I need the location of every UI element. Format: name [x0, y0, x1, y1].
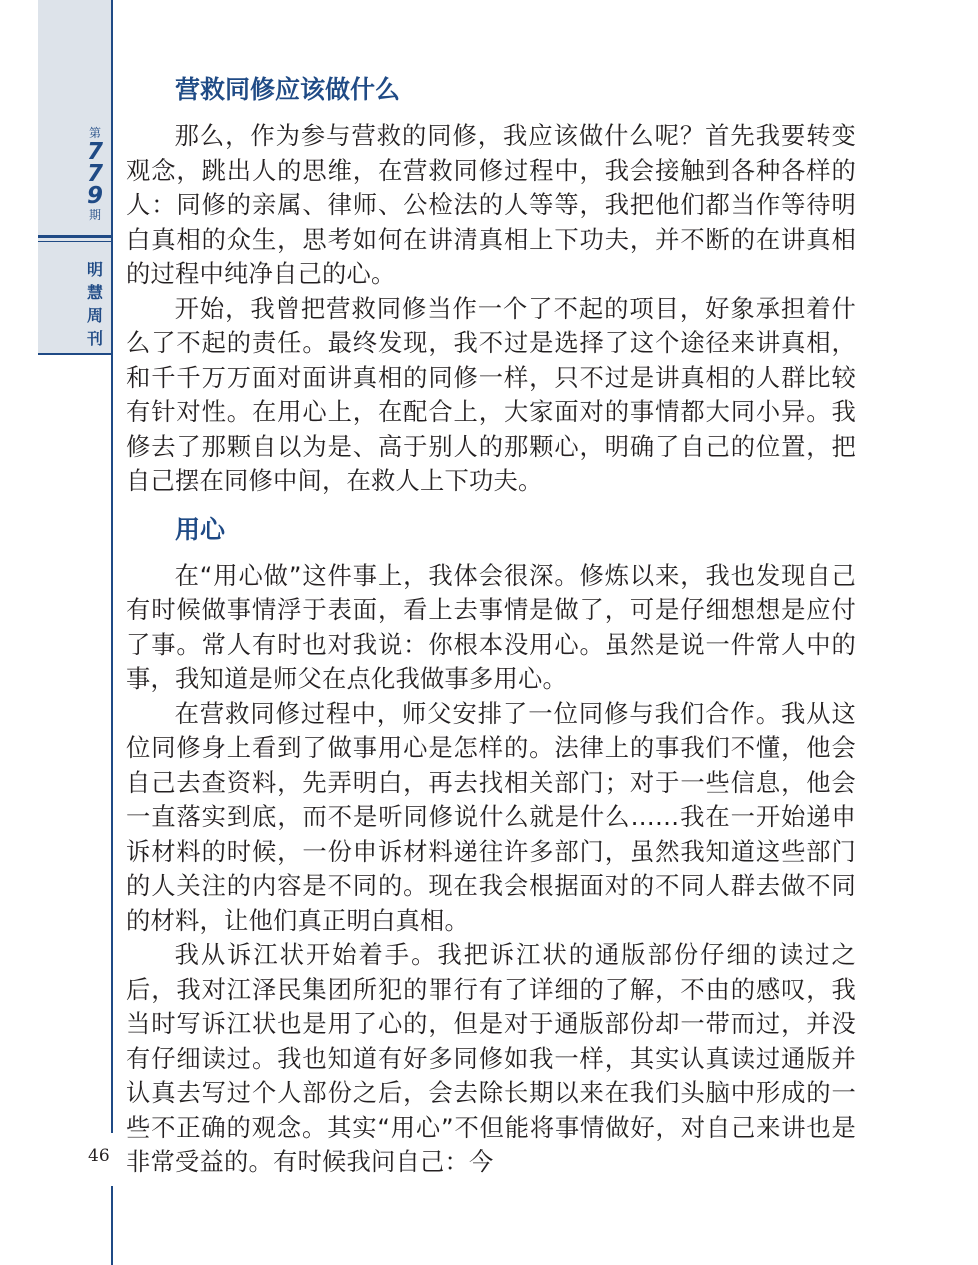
- margin-rule-lower: [111, 1186, 113, 1265]
- issue-digit: 9: [86, 183, 103, 209]
- paragraph: 我从诉江状开始着手。我把诉江状的通版部份仔细的读过之后，我对江泽民集团所犯的罪行有了详细的了解，不由的感叹，我当时写诉江状也是用了心的，但是对于通版部份却一带而过，并没有仔细读过。我也知道有好多同修如我一样，其实认真读过通版并认真去写过个人部份之后，会去除长期以来在我们头脑中形成的一些不正确的观念。其实“用心”不但能将事情做好，对自己来讲也是非常受益的。有时候我问自己：今: [126, 940, 856, 1176]
- margin-rule: [111, 0, 113, 1133]
- paragraph: 开始，我曾把营救同修当作一个了不起的项目，好象承担着什么了不起的责任。最终发现，我不过是选择了这个途径来讲真相，和千千万万面对面讲真相的同修一样，只不过是讲真相的人群比较有针对性。在用心上，在配合上，大家面对的事情都大同小异。我修去了那颗自以为是、高于别人的那颗心，明确了自己的位置，把自己摆在同修中间，在救人上下功夫。: [126, 293, 856, 495]
- magazine-char: 慧: [86, 283, 103, 302]
- sidebar-bottom-rule: [38, 353, 113, 355]
- issue-number: [80, 125, 110, 223]
- paragraph: 那么，作为参与营救的同修，我应该做什么呢？首先我要转变观念，跳出人的思维，在营救同修过程中，我会接触到各种各样的人：同修的亲属、律师、公检法的人等等，我把他们都当作等待明白真相的众生，思考如何在讲清真相上下功夫，并不断的在讲真相的过程中纯净自己的心。: [126, 121, 856, 288]
- page-number: 46: [88, 1146, 110, 1166]
- sidebar-divider-thin: [38, 241, 113, 242]
- issue-digit: 7: [86, 161, 103, 187]
- section-heading: 用心: [175, 514, 226, 544]
- issue-suffix: 期: [88, 208, 101, 222]
- paragraph: 在“用心做”这件事上，我体会很深。修炼以来，我也发现自己有时候做事情浮于表面，看上去事情是做了，可是仔细想想是应付了事。常人有时也对我说：你根本没用心。虽然是说一件常人中的事，我知道是师父在点化我做事多用心。: [126, 560, 856, 693]
- magazine-name: [80, 258, 110, 350]
- magazine-char: 明: [86, 260, 103, 279]
- magazine-char: 周: [86, 306, 103, 325]
- section-heading: 营救同修应该做什么: [175, 75, 401, 104]
- paragraph: 在营救同修过程中，师父安排了一位同修与我们合作。我从这位同修身上看到了做事用心是怎样的。法律上的事我们不懂，他会自己去查资料，先弄明白，再去找相关部门；对于一些信息，他会一直落实到底，而不是听同修说什么就是什么……我在一开始递申诉材料的时候，一份申诉材料递往许多部门，虽然我知道这些部门的人关注的内容是不同的。现在我会根据面对的不同人群去做不同的材料，让他们真正明白真相。: [126, 698, 856, 935]
- sidebar-divider-thick: [38, 235, 113, 238]
- article-body: [126, 70, 856, 1180]
- issue-digit: 7: [86, 139, 103, 165]
- issue-prefix: 第: [88, 126, 101, 140]
- magazine-char: 刊: [86, 329, 103, 348]
